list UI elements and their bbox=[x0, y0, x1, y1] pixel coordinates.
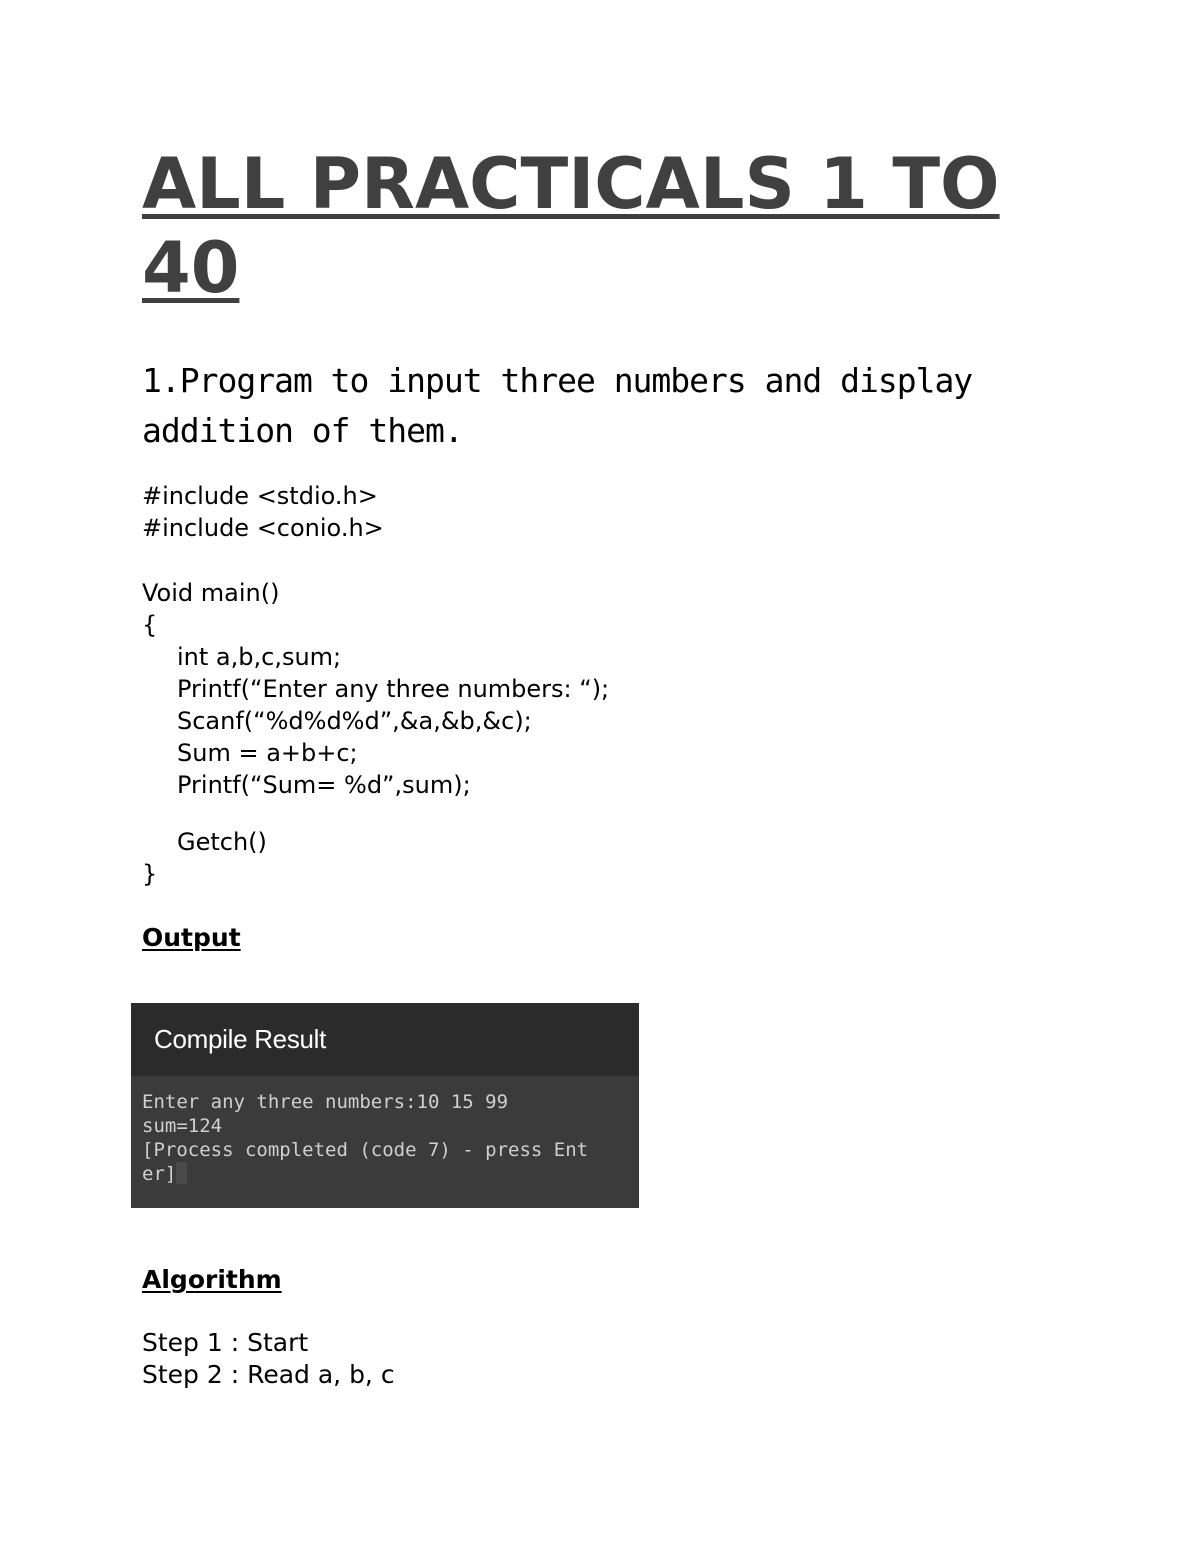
code-line: int a,b,c,sum; bbox=[177, 643, 342, 671]
code-block-includes bbox=[142, 480, 842, 544]
console-line: [Process completed (code 7) - press Ent bbox=[142, 1139, 589, 1161]
console-line-last bbox=[142, 1162, 629, 1186]
code-line: Sum = a+b+c; bbox=[177, 739, 358, 767]
code-line: Printf(“Enter any three numbers: “); bbox=[177, 675, 610, 703]
code-line: { bbox=[142, 611, 158, 639]
algorithm-step: Step 1 : Start bbox=[142, 1328, 309, 1357]
console-line: Enter any three numbers:10 15 99 bbox=[142, 1091, 509, 1113]
algorithm-steps bbox=[142, 1327, 842, 1391]
code-block-main bbox=[142, 577, 842, 801]
compile-result-panel bbox=[131, 1003, 639, 1208]
algorithm-step: Step 2 : Read a, b, c bbox=[142, 1360, 395, 1389]
program-heading: 1.Program to input three numbers and display addition of them. bbox=[142, 361, 973, 450]
code-block-end bbox=[142, 826, 842, 890]
compile-result-output bbox=[131, 1076, 639, 1186]
code-line: Printf(“Sum= %d”,sum); bbox=[177, 771, 471, 799]
code-line: Void main() bbox=[142, 579, 280, 607]
code-line: #include <conio.h> bbox=[142, 514, 384, 542]
compile-result-header: Compile Result bbox=[131, 1003, 639, 1076]
console-line-text: er] bbox=[142, 1163, 177, 1185]
code-line: #include <stdio.h> bbox=[142, 482, 378, 510]
output-label: Output bbox=[142, 923, 241, 952]
algorithm-label: Algorithm bbox=[142, 1265, 282, 1294]
console-line: sum=124 bbox=[142, 1115, 223, 1137]
page-title: ALL PRACTICALS 1 TO 40 bbox=[142, 143, 1000, 309]
code-line: Getch() bbox=[177, 828, 267, 856]
code-line: Scanf(“%d%d%d”,&a,&b,&c); bbox=[177, 707, 532, 735]
code-line: } bbox=[142, 860, 158, 888]
terminal-cursor bbox=[176, 1162, 187, 1184]
